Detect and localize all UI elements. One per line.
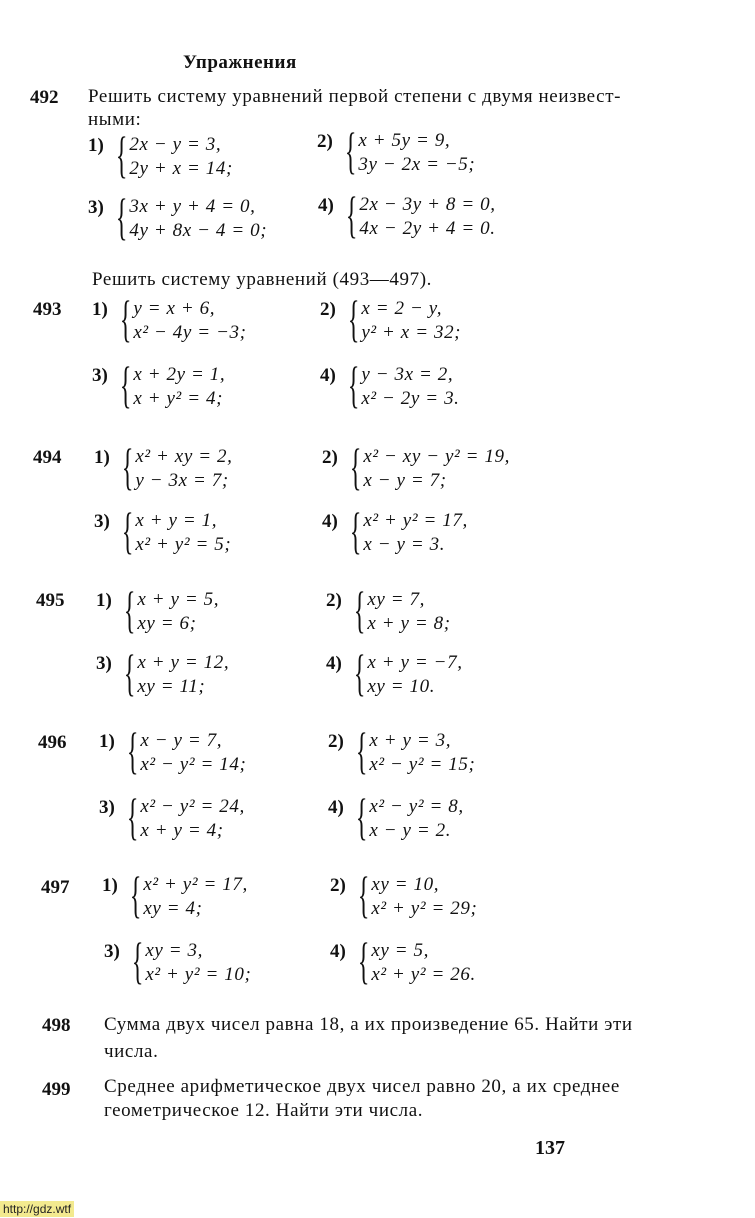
equation: x² + y² = 5; — [135, 534, 232, 555]
equation: y² + x = 32; — [361, 322, 462, 343]
equation-group — [363, 509, 467, 557]
system-496-1 — [99, 725, 247, 781]
system-label: 3) — [92, 365, 108, 386]
equation: 2x − y = 3, — [129, 134, 222, 155]
system-label: 4) — [318, 195, 334, 216]
equation: x² − 2y = 3. — [361, 388, 460, 409]
problem-number-492: 492 — [30, 87, 59, 108]
equation: xy = 3, — [145, 940, 203, 961]
system-497-4 — [330, 935, 476, 991]
equation: x + y = −7, — [367, 652, 463, 673]
equation: xy = 6; — [137, 613, 197, 634]
system-495-2 — [326, 584, 451, 640]
equation: x + 5y = 9, — [358, 130, 451, 151]
equation: xy = 11; — [137, 676, 206, 697]
system-494-1 — [94, 441, 233, 497]
system-label: 2) — [320, 299, 336, 320]
left-brace-icon: { — [121, 441, 134, 497]
equation: x + y = 5, — [137, 589, 220, 610]
equation: x² + y² = 17, — [143, 874, 248, 895]
system-496-3 — [99, 791, 245, 847]
left-brace-icon: { — [115, 191, 128, 247]
equation: x − y = 7, — [140, 730, 223, 751]
equation: x + y = 4; — [140, 820, 224, 841]
equation-group — [361, 297, 461, 345]
equation-group — [367, 651, 462, 699]
system-label: 2) — [326, 590, 342, 611]
equation: y − 3x = 2, — [361, 364, 454, 385]
page-number: 137 — [535, 1137, 565, 1159]
equation: xy = 5, — [371, 940, 429, 961]
system-label: 3) — [94, 511, 110, 532]
left-brace-icon: { — [123, 647, 136, 703]
problem-number-496: 496 — [38, 732, 67, 753]
equation-group — [363, 445, 510, 493]
equation: x² − y² = 8, — [369, 796, 464, 817]
system-494-2 — [322, 441, 510, 497]
left-brace-icon: { — [353, 584, 366, 640]
problem-number-495: 495 — [36, 590, 65, 611]
watermark-link[interactable]: http://gdz.wtf — [0, 1201, 74, 1217]
system-label: 4) — [320, 365, 336, 386]
system-label: 2) — [328, 731, 344, 752]
equation: x − y = 3. — [363, 534, 446, 555]
system-label: 3) — [88, 197, 104, 218]
system-label: 3) — [99, 797, 115, 818]
system-label: 1) — [94, 447, 110, 468]
equation-group — [135, 509, 231, 557]
system-label: 1) — [92, 299, 108, 320]
system-497-1 — [102, 869, 248, 925]
left-brace-icon: { — [126, 791, 139, 847]
left-brace-icon: { — [349, 505, 362, 561]
equation: 2y + x = 14; — [129, 158, 233, 179]
left-brace-icon: { — [123, 584, 136, 640]
equation: x − y = 7; — [363, 470, 447, 491]
left-brace-icon: { — [129, 869, 142, 925]
equation-group — [369, 729, 475, 777]
system-494-4 — [322, 505, 468, 561]
equation: x + y² = 4; — [133, 388, 223, 409]
equation: x² + y² = 29; — [371, 898, 478, 919]
problem-492-text-line-1: Решить систему уравнений первой степени с двумя неизвест- — [88, 86, 622, 107]
problem-number-494: 494 — [33, 447, 62, 468]
left-brace-icon: { — [355, 791, 368, 847]
equation: x + y = 12, — [137, 652, 230, 673]
system-label: 1) — [88, 135, 104, 156]
system-496-4 — [328, 791, 464, 847]
equation-group — [133, 297, 246, 345]
left-brace-icon: { — [344, 125, 357, 181]
system-494-3 — [94, 505, 232, 561]
system-label: 4) — [322, 511, 338, 532]
equation: x² − y² = 14; — [140, 754, 247, 775]
system-label: 2) — [317, 131, 333, 152]
system-label: 1) — [96, 590, 112, 611]
system-label: 4) — [328, 797, 344, 818]
left-brace-icon: { — [353, 647, 366, 703]
problem-number-497: 497 — [41, 877, 70, 898]
system-492-4 — [318, 189, 496, 245]
equation-group — [361, 363, 459, 411]
left-brace-icon: { — [119, 359, 132, 415]
problem-number-498: 498 — [42, 1015, 71, 1036]
equation: y = x + 6, — [133, 298, 216, 319]
system-493-2 — [320, 293, 462, 349]
equation-group — [369, 795, 463, 843]
equation: x² − y² = 15; — [369, 754, 476, 775]
left-brace-icon: { — [347, 293, 360, 349]
equation: 2x − 3y + 8 = 0, — [359, 194, 496, 215]
system-493-1 — [92, 293, 247, 349]
equation-group — [367, 588, 450, 636]
system-497-2 — [330, 869, 478, 925]
left-brace-icon: { — [119, 293, 132, 349]
system-label: 2) — [322, 447, 338, 468]
equation: xy = 10. — [367, 676, 436, 697]
problem-498-text-line-2: числа. — [104, 1041, 159, 1062]
problem-499-text-line-1: Среднее арифметическое двух чисел равно 20, а их среднее — [104, 1076, 620, 1097]
equation-group — [129, 195, 267, 243]
equation-group — [129, 133, 233, 181]
equation: x² − 4y = −3; — [133, 322, 247, 343]
problem-number-493: 493 — [33, 299, 62, 320]
system-495-3 — [96, 647, 230, 703]
section-title: Упражнения — [183, 52, 297, 73]
problem-number-499: 499 — [42, 1079, 71, 1100]
equation: x² + xy = 2, — [135, 446, 233, 467]
system-496-2 — [328, 725, 476, 781]
equation: xy = 10, — [371, 874, 440, 895]
left-brace-icon: { — [349, 441, 362, 497]
left-brace-icon: { — [347, 359, 360, 415]
equation: x² − xy − y² = 19, — [363, 446, 510, 467]
equation: x = 2 − y, — [361, 298, 443, 319]
left-brace-icon: { — [355, 725, 368, 781]
equation: 3x + y + 4 = 0, — [129, 196, 256, 217]
equation-group — [359, 193, 495, 241]
equation-group — [358, 129, 475, 177]
system-495-1 — [96, 584, 220, 640]
equation: x + y = 3, — [369, 730, 452, 751]
equation-group — [140, 795, 244, 843]
system-label: 4) — [326, 653, 342, 674]
equation: x² + y² = 10; — [145, 964, 252, 985]
system-492-1 — [88, 129, 233, 185]
system-label: 2) — [330, 875, 346, 896]
equation-group — [143, 873, 247, 921]
system-label: 4) — [330, 941, 346, 962]
equation-group — [140, 729, 246, 777]
equation: 4x − 2y + 4 = 0. — [359, 218, 496, 239]
problem-499-text-line-2: геометрическое 12. Найти эти числа. — [104, 1100, 424, 1121]
equation-group — [145, 939, 251, 987]
equation-group — [371, 939, 475, 987]
equation: x² + y² = 17, — [363, 510, 468, 531]
system-label: 3) — [96, 653, 112, 674]
equation-group — [137, 651, 229, 699]
problem-492-text-line-2: ными: — [88, 109, 142, 130]
equation: 4y + 8x − 4 = 0; — [129, 220, 268, 241]
equation: xy = 4; — [143, 898, 203, 919]
equation: x² + y² = 26. — [371, 964, 476, 985]
left-brace-icon: { — [357, 869, 370, 925]
equation-group — [137, 588, 219, 636]
left-brace-icon: { — [345, 189, 358, 245]
system-493-4 — [320, 359, 460, 415]
equation: x + y = 8; — [367, 613, 451, 634]
equation-group — [133, 363, 225, 411]
problem-498-text-line-1: Сумма двух чисел равна 18, а их произведение 65. Найти эти — [104, 1014, 633, 1035]
system-label: 3) — [104, 941, 120, 962]
intro-493-497: Решить систему уравнений (493—497). — [92, 269, 432, 290]
equation-group — [135, 445, 232, 493]
system-492-2 — [317, 125, 476, 181]
equation-group — [371, 873, 477, 921]
left-brace-icon: { — [131, 935, 144, 991]
equation: y − 3x = 7; — [135, 470, 229, 491]
left-brace-icon: { — [115, 129, 128, 185]
system-495-4 — [326, 647, 463, 703]
system-label: 1) — [99, 731, 115, 752]
left-brace-icon: { — [126, 725, 139, 781]
equation: x² − y² = 24, — [140, 796, 245, 817]
left-brace-icon: { — [357, 935, 370, 991]
equation: xy = 7, — [367, 589, 425, 610]
system-493-3 — [92, 359, 226, 415]
equation: 3y − 2x = −5; — [358, 154, 476, 175]
system-492-3 — [88, 191, 268, 247]
equation: x + y = 1, — [135, 510, 218, 531]
system-497-3 — [104, 935, 252, 991]
system-label: 1) — [102, 875, 118, 896]
equation: x + 2y = 1, — [133, 364, 226, 385]
equation: x − y = 2. — [369, 820, 452, 841]
left-brace-icon: { — [121, 505, 134, 561]
